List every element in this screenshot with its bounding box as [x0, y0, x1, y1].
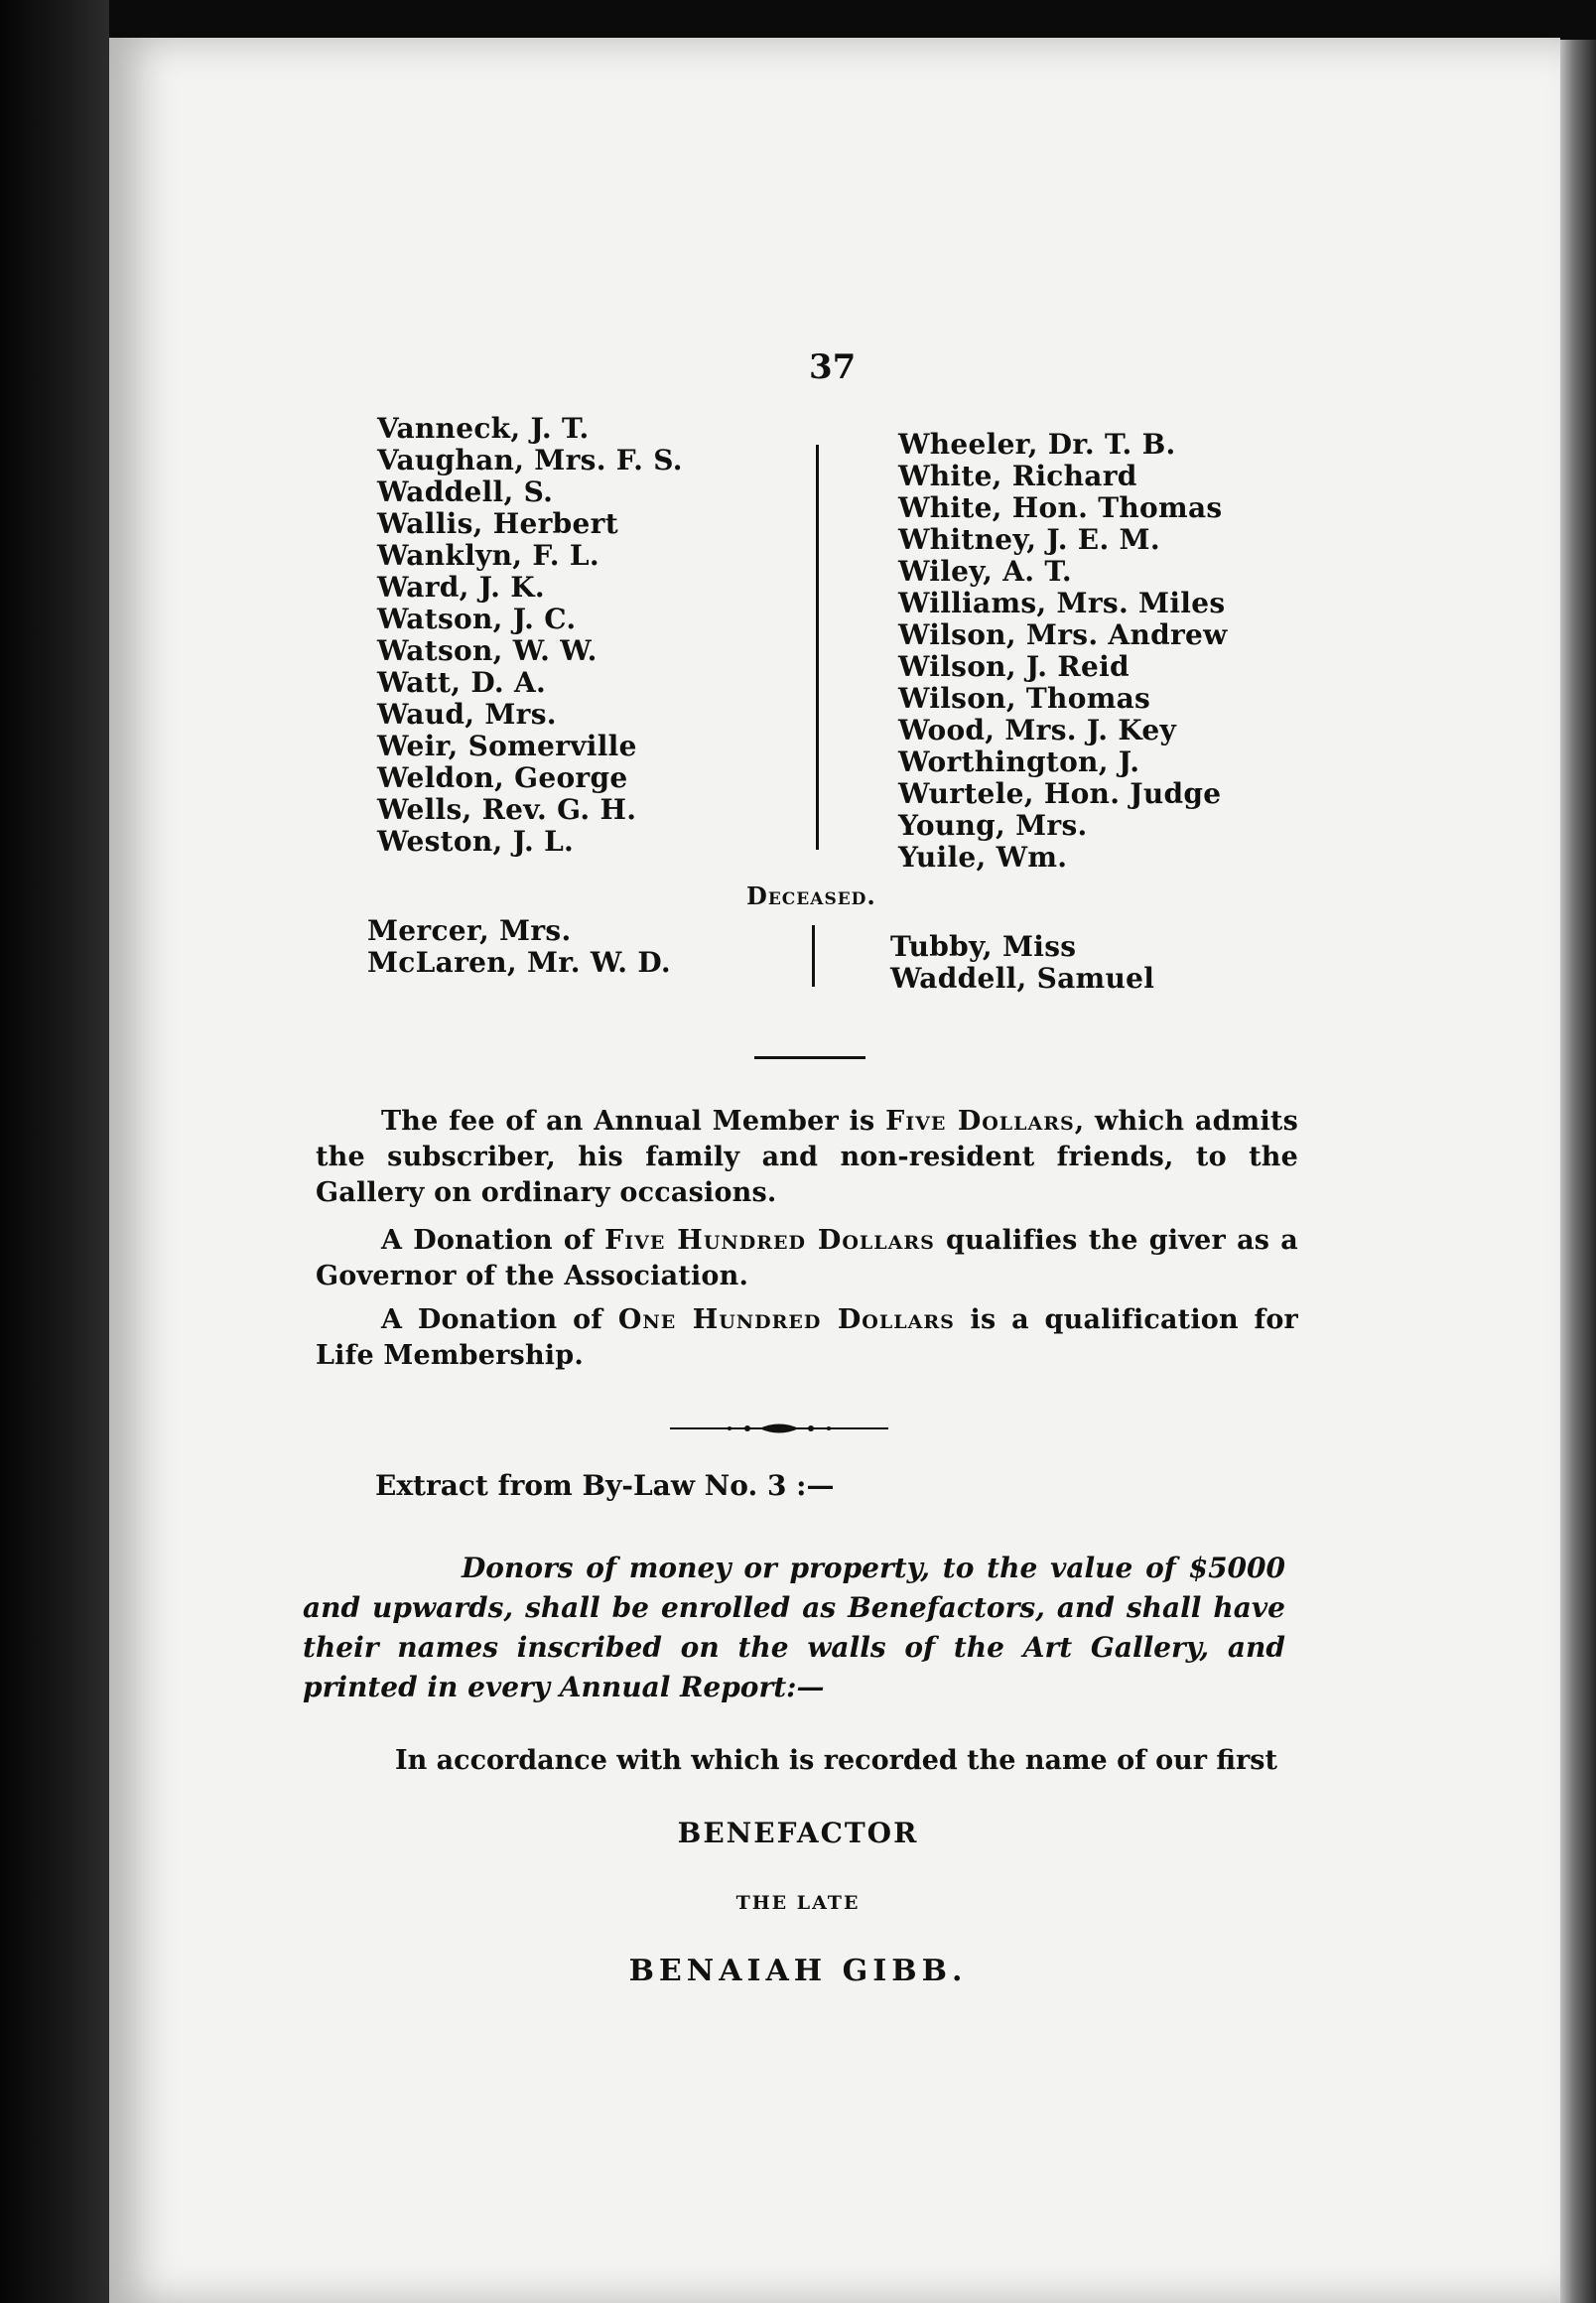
member-name: Wallis, Herbert [377, 507, 618, 540]
deceased-list-left [367, 915, 671, 979]
annual-fee-paragraph: The fee of an Annual Member is Five Dollars, which admits the subscriber, his family and non-resident friends, to the Gallery on ordinary occasions. [316, 1106, 1298, 1208]
governor-paragraph: A Donation of Five Hundred Dollars qualifies the giver as a Governor of the Association. [316, 1225, 1298, 1291]
member-list-right [898, 429, 1228, 874]
member-name: Worthington, J. [898, 745, 1140, 778]
member-name: Wilson, Thomas [898, 682, 1151, 715]
member-name: Vaughan, Mrs. F. S. [377, 444, 683, 476]
deceased-name: Tubby, Miss [890, 930, 1077, 963]
the-late-label: THE LATE [735, 1892, 861, 1914]
member-name: White, Richard [898, 460, 1137, 492]
member-name: Wheeler, Dr. T. B. [898, 428, 1176, 461]
member-name: Wilson, Mrs. Andrew [898, 618, 1228, 651]
page-number: 37 [809, 347, 857, 387]
benefactor-name: BENAIAH GIBB. [628, 1954, 968, 1988]
member-name: Vanneck, J. T. [377, 412, 590, 445]
member-name: White, Hon. Thomas [898, 491, 1223, 524]
member-name: Wanklyn, F. L. [377, 539, 599, 572]
member-name: Wilson, J. Reid [898, 650, 1130, 683]
member-name: Wells, Rev. G. H. [377, 793, 637, 826]
member-name: Yuile, Wm. [898, 841, 1068, 874]
life-membership-paragraph: A Donation of One Hundred Dollars is a qualification for Life Membership. [316, 1304, 1298, 1371]
column-divider [812, 925, 815, 987]
deceased-name: Waddell, Samuel [890, 962, 1155, 995]
deceased-heading: Deceased. [746, 881, 876, 910]
accordance-text: In accordance with which is recorded the name of our first [395, 1745, 1277, 1776]
member-name: Whitney, J. E. M. [898, 523, 1160, 556]
member-name: Waud, Mrs. [377, 698, 557, 731]
member-name: Waddell, S. [377, 475, 554, 508]
member-name: Weldon, George [377, 761, 628, 794]
member-name: Young, Mrs. [898, 809, 1088, 842]
bylaw-quote: Donors of money or property, to the value of $5000 and upwards, shall be enrolled as Benefactors, and shall have their names inscribed on the walls of the Art Gallery, and printed in every Annual Report:— [303, 1552, 1285, 1703]
member-name: Williams, Mrs. Miles [898, 587, 1226, 619]
extract-label: Extract from By-Law No. 3 :— [375, 1469, 835, 1502]
member-list-left [377, 413, 683, 858]
member-name: Wiley, A. T. [898, 555, 1072, 588]
deceased-list-right [890, 931, 1154, 995]
benefactor-heading: BENEFACTOR [677, 1817, 919, 1849]
deceased-name: Mercer, Mrs. [367, 914, 572, 947]
deceased-name: McLaren, Mr. W. D. [367, 946, 671, 979]
column-divider [816, 445, 819, 850]
member-name: Weston, J. L. [377, 825, 575, 858]
member-name: Watson, J. C. [377, 603, 577, 635]
member-name: Weir, Somerville [377, 730, 637, 762]
member-name: Ward, J. K. [377, 571, 545, 604]
member-name: Wood, Mrs. J. Key [898, 714, 1177, 746]
member-name: Watson, W. W. [377, 634, 598, 667]
section-rule [754, 1056, 865, 1059]
ornament-divider [670, 1418, 888, 1439]
member-name: Wurtele, Hon. Judge [898, 777, 1222, 810]
member-name: Watt, D. A. [377, 666, 547, 699]
